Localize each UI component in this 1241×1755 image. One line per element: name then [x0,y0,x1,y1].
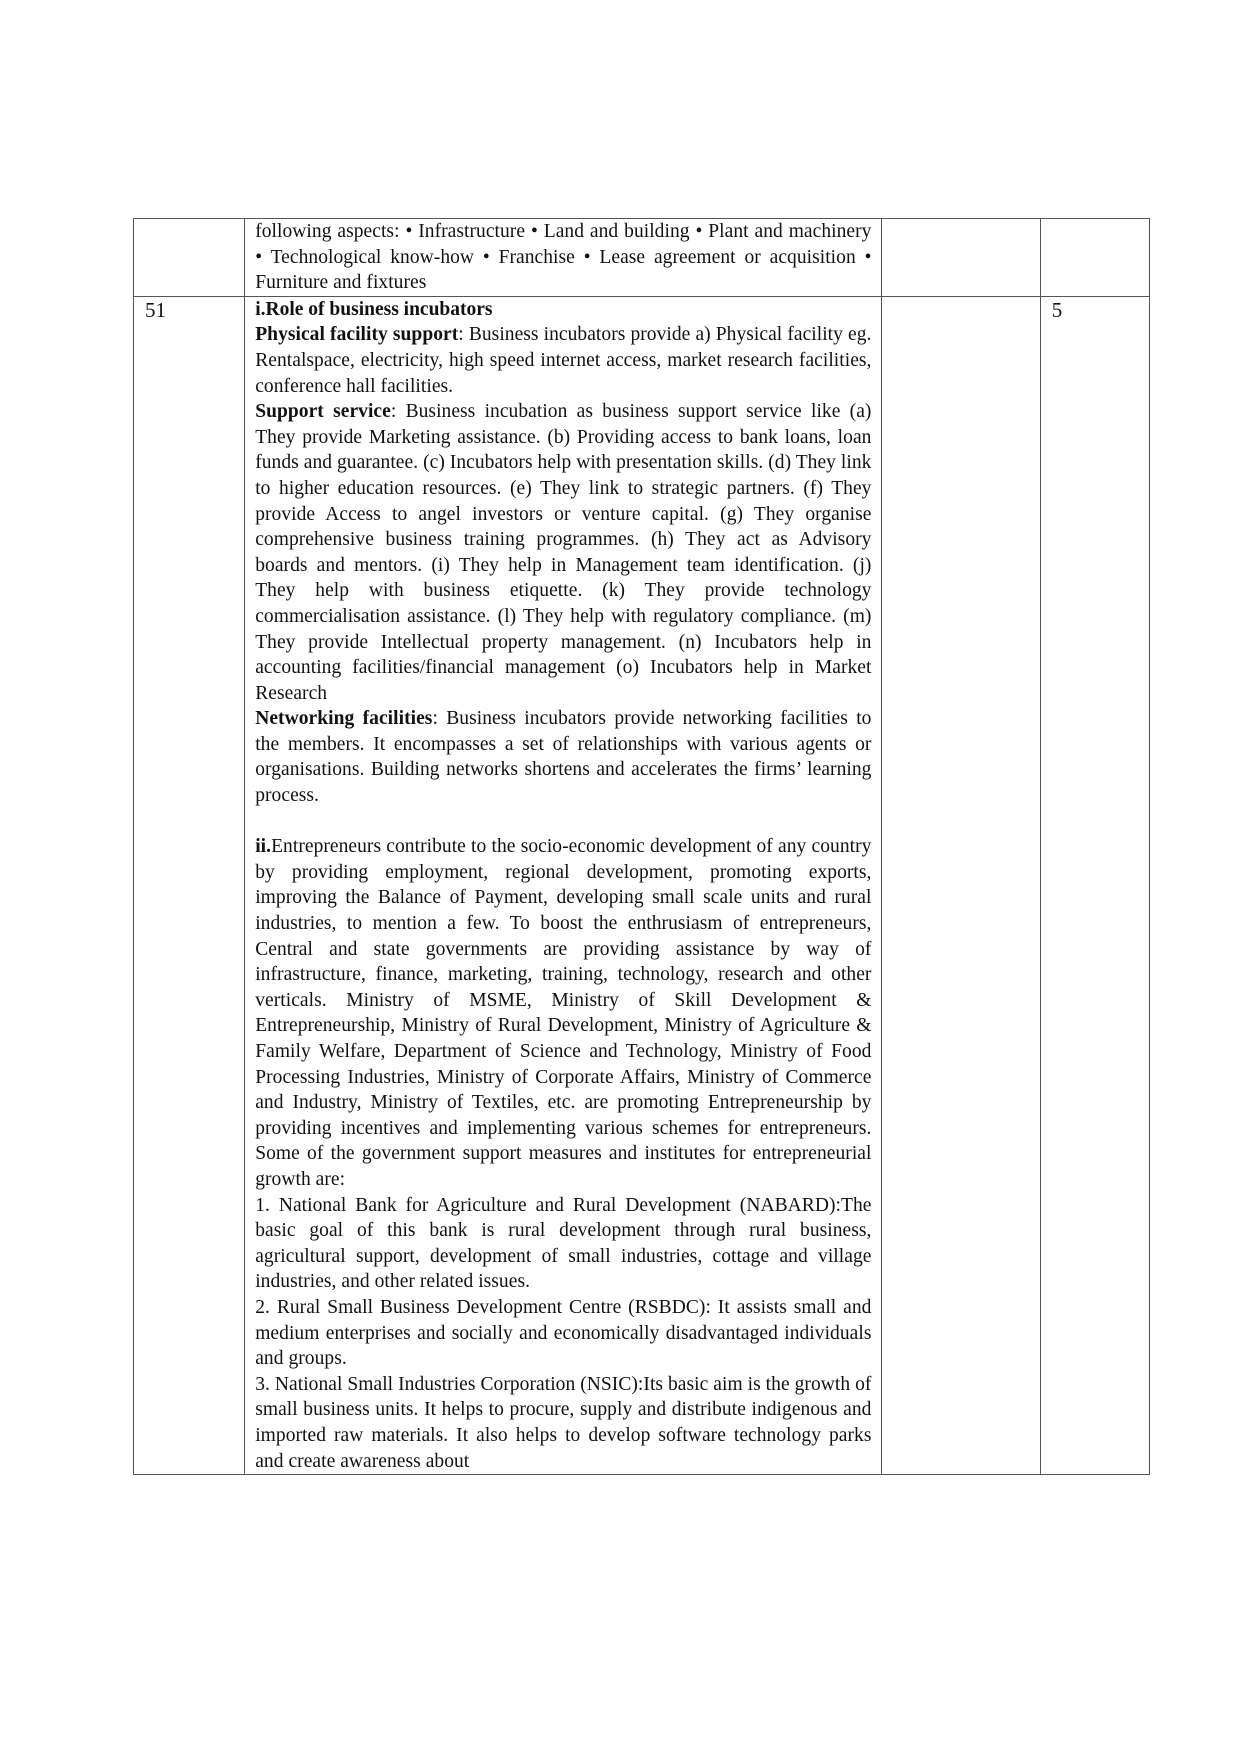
answer-cell [245,219,882,297]
marks-cell: 5 [1040,296,1149,1474]
paragraph-lead: Physical facility support [255,324,459,346]
answer-paragraph [255,706,871,808]
answer-paragraph: following aspects: • Infrastructure • Land and building • Plant and machinery • Technological know-how • Franchise • Lease agreement or acquisition • Furniture and fixtures [255,221,872,294]
paragraph-text: : Business incubators provide networking facilities to the members. It encompasses a set of relationships with various agents or organisations. Building networks shortens and accelerates the firms’ learning process. [255,708,872,807]
empty-cell [882,219,1040,297]
table-row [134,219,1150,297]
paragraph-text: : Business incubation as business support service like (a) They provide Marketing assistance. (b) Providing access to bank loans, loan funds and guarantee. (c) Incubators help with presentation skills. (d) They link to higher education resources. (e) They link to strategic partners. (f) They provide Access to angel investors or venture capital. (g) They organise comprehensive business training programmes. (h) They act as Advisory boards and mentors. (i) They help in Management team identification. (j) They help with business etiquette. (k) They provide technology commercialisation assistance. (l) They help with regulatory compliance. (m) They provide Intellectual property management. (n) Incubators help in accounting facilities/financial management (o) Incubators help in Market Research [255,401,872,704]
list-item: 1. National Bank for Agriculture and Rural Development (NABARD):The basic goal of this bank is rural development through rural business, agricultural support, development of small industries, cottage and village industries, and other related issues. [255,1194,872,1293]
answer-paragraph [255,322,871,399]
question-number-cell: 51 [134,296,245,1474]
list-item: 3. National Small Industries Corporation (NSIC):Its basic aim is the growth of small business units. It helps to procure, supply and distribute indigenous and imported raw materials. It also helps to develop software technology parks and create awareness about [255,1373,872,1472]
section-heading: i.Role of business incubators [255,298,493,320]
paragraph-text: : Business incubators provide a) Physical facility eg. Rentalspace, electricity, high speed internet access, market research facilities, conference hall facilities. [255,324,872,397]
list-item: 2. Rural Small Business Development Centre (RSBDC): It assists small and medium enterprises and socially and economically disadvantaged individuals and groups. [255,1296,872,1370]
question-number-cell [134,219,245,297]
answer-cell [245,296,882,1474]
blank-line [255,809,871,835]
paragraph-lead: Networking facilities [255,708,433,730]
table-row [134,296,1150,1474]
paragraph-lead: ii. [255,836,272,858]
paragraph-text: Entrepreneurs contribute to the socio-economic development of any country by providing employment, regional development, promoting exports, improving the Balance of Payment, developing small scale units and rural industries, to mention a few. To boost the enthrusiasm of entrepreneurs, Central and state governments are providing assistance by way of infrastructure, finance, marketing, training, technology, research and other verticals. Ministry of MSME, Ministry of Skill Development & Entrepreneurship, Ministry of Rural Development, Ministry of Agriculture & Family Welfare, Department of Science and Technology, Ministry of Food Processing Industries, Ministry of Corporate Affairs, Ministry of Commerce and Industry, Ministry of Textiles, etc. are promoting Entrepreneurship by providing incentives and implementing various schemes for entrepreneurs. Some of the government support measures and institutes for entrepreneurial growth are: [255,836,872,1190]
answer-key-table [133,218,1150,1475]
answer-paragraph [255,834,871,1192]
empty-cell [882,296,1040,1474]
paragraph-lead: Support service [255,401,391,423]
marks-cell [1040,219,1149,297]
answer-paragraph [255,399,871,706]
